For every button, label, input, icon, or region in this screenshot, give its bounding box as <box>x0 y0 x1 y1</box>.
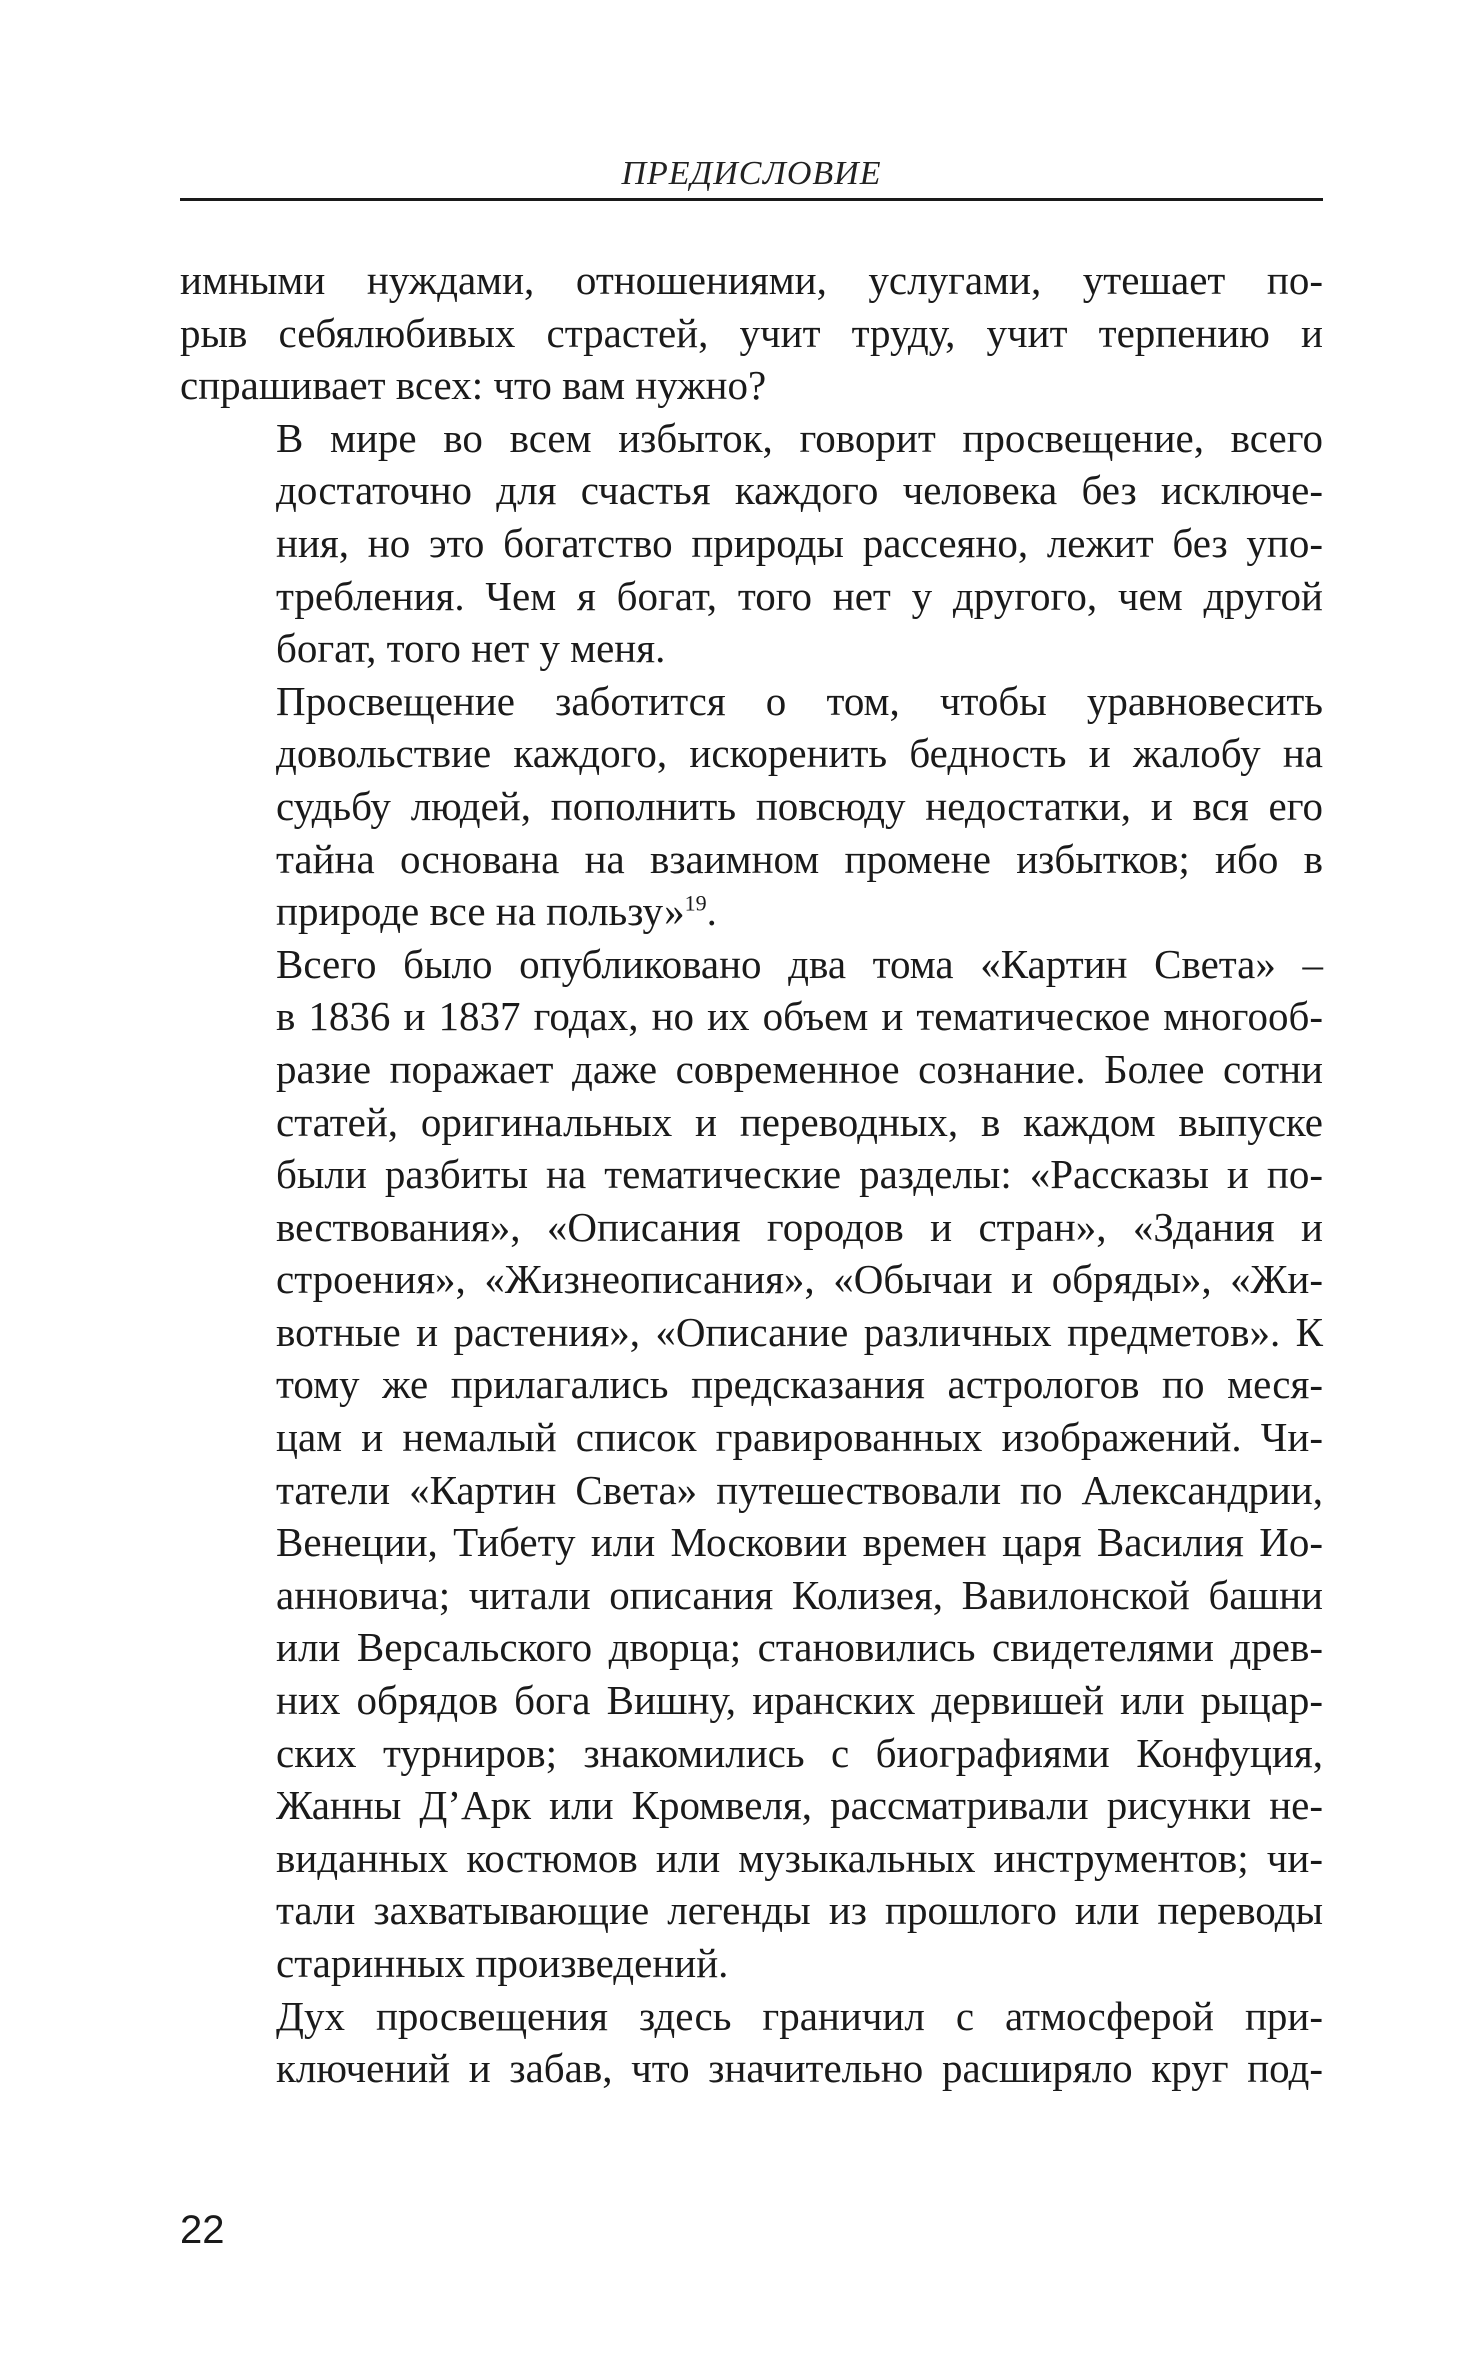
line-text: вествования», «Описания городов и стран», «Здания и <box>276 1203 1323 1250</box>
paragraph <box>180 412 1323 675</box>
line-text: вотные и растения», «Описание различных предметов». К <box>276 1308 1323 1355</box>
line-text: них обрядов бога Вишну, иранских дервишей или рыцар- <box>276 1677 1323 1724</box>
text-body <box>180 254 1323 2095</box>
line-text: виданных костюмов или музыкальных инструментов; чи- <box>276 1834 1323 1881</box>
line-text: тали захватывающие легенды из прошлого или переводы <box>276 1887 1323 1934</box>
line-text: рыв себялюбивых страстей, учит труду, учит терпению и <box>180 309 1323 356</box>
paragraph <box>180 254 1323 412</box>
text-line <box>180 1096 1323 1149</box>
line-text: были разбиты на тематические разделы: «Рассказы и по- <box>276 1151 1323 1198</box>
text-line <box>180 254 1323 307</box>
text-line <box>180 1201 1323 1254</box>
text-line <box>180 727 1323 780</box>
text-line <box>180 570 1323 623</box>
line-text: В мире во всем избыток, говорит просвещение, всего <box>276 414 1323 461</box>
text-line <box>180 1411 1323 1464</box>
text-line <box>180 1832 1323 1885</box>
line-text: разие поражает даже современное сознание. Более сотни <box>276 1045 1323 1092</box>
line-tail: . <box>706 888 717 935</box>
line-text: Просвещение заботится о том, чтобы уравновесить <box>276 677 1323 724</box>
text-line <box>180 1569 1323 1622</box>
text-line <box>180 1148 1323 1201</box>
line-text: богат, того нет у меня. <box>276 625 666 672</box>
text-line <box>180 1516 1323 1569</box>
line-text: Всего было опубликовано два тома «Картин Света» – <box>276 940 1323 987</box>
line-text: татели «Картин Света» путешествовали по Александрии, <box>276 1466 1323 1513</box>
text-line <box>180 1727 1323 1780</box>
text-line <box>180 1884 1323 1937</box>
line-text: спрашивает всех: что вам нужно? <box>180 362 767 409</box>
text-line <box>180 1043 1323 1096</box>
line-text: тому же прилагались предсказания астрологов по меся- <box>276 1361 1323 1408</box>
text-line <box>180 1464 1323 1517</box>
line-text: строения», «Жизнеописания», «Обычаи и обряды», «Жи- <box>276 1256 1323 1303</box>
text-line <box>180 1306 1323 1359</box>
line-text: требления. Чем я богат, того нет у другого, чем другой <box>276 572 1323 619</box>
text-line <box>180 990 1323 1043</box>
line-text: довольствие каждого, искоренить бедность и жалобу на <box>276 730 1323 777</box>
text-line <box>180 464 1323 517</box>
text-line <box>180 1674 1323 1727</box>
line-text: цам и немалый список гравированных изображений. Чи- <box>276 1414 1323 1461</box>
line-text: статей, оригинальных и переводных, в каждом выпуске <box>276 1098 1323 1145</box>
line-text: или Версальского дворца; становились свидетелями древ- <box>276 1624 1323 1671</box>
line-text: Жанны Д’Арк или Кромвеля, рассматривали рисунки не- <box>276 1782 1323 1829</box>
text-line <box>180 1358 1323 1411</box>
text-line <box>180 1253 1323 1306</box>
line-text: в 1836 и 1837 годах, но их объем и тематическое многооб- <box>276 993 1323 1040</box>
text-line <box>180 833 1323 886</box>
running-head: ПРЕДИСЛОВИЕ <box>621 155 882 192</box>
text-line <box>180 1779 1323 1832</box>
paragraph <box>180 1990 1323 2095</box>
line-text: достаточно для счастья каждого человека без исключе- <box>276 467 1323 514</box>
text-line <box>180 1990 1323 2043</box>
line-text: Венеции, Тибету или Московии времен царя Василия Ио- <box>276 1519 1323 1566</box>
line-text: природе все на пользу» <box>276 888 685 935</box>
page-number: 22 <box>180 2208 225 2252</box>
line-text: судьбу людей, пополнить повсюду недостатки, и вся его <box>276 782 1323 829</box>
text-line <box>180 1621 1323 1674</box>
line-text: ключений и забав, что значительно расширяло круг под- <box>276 2045 1323 2092</box>
paragraph <box>180 675 1323 938</box>
text-line <box>180 780 1323 833</box>
line-text: имными нуждами, отношениями, услугами, утешает по- <box>180 257 1323 303</box>
text-line <box>180 2042 1323 2095</box>
line-text: тайна основана на взаимном промене избытков; ибо в <box>276 835 1323 882</box>
text-line <box>180 359 1323 412</box>
text-line <box>180 938 1323 991</box>
text-line <box>180 307 1323 360</box>
text-line <box>180 622 1323 675</box>
page-header <box>180 150 1323 201</box>
paragraph <box>180 938 1323 1990</box>
footnote-reference: 19 <box>684 890 707 916</box>
text-line <box>180 412 1323 465</box>
line-text: Дух просвещения здесь граничил с атмосферой при- <box>276 1992 1323 2039</box>
line-text: ских турниров; знакомились с биографиями Конфуция, <box>276 1729 1323 1776</box>
line-text: анновича; читали описания Колизея, Вавилонской башни <box>276 1571 1323 1618</box>
line-text: ния, но это богатство природы рассеяно, лежит без упо- <box>276 519 1323 566</box>
text-line <box>180 885 1323 938</box>
text-line <box>180 517 1323 570</box>
line-text: старинных произведений. <box>276 1940 729 1986</box>
text-line <box>180 1937 1323 1990</box>
text-line <box>180 675 1323 728</box>
